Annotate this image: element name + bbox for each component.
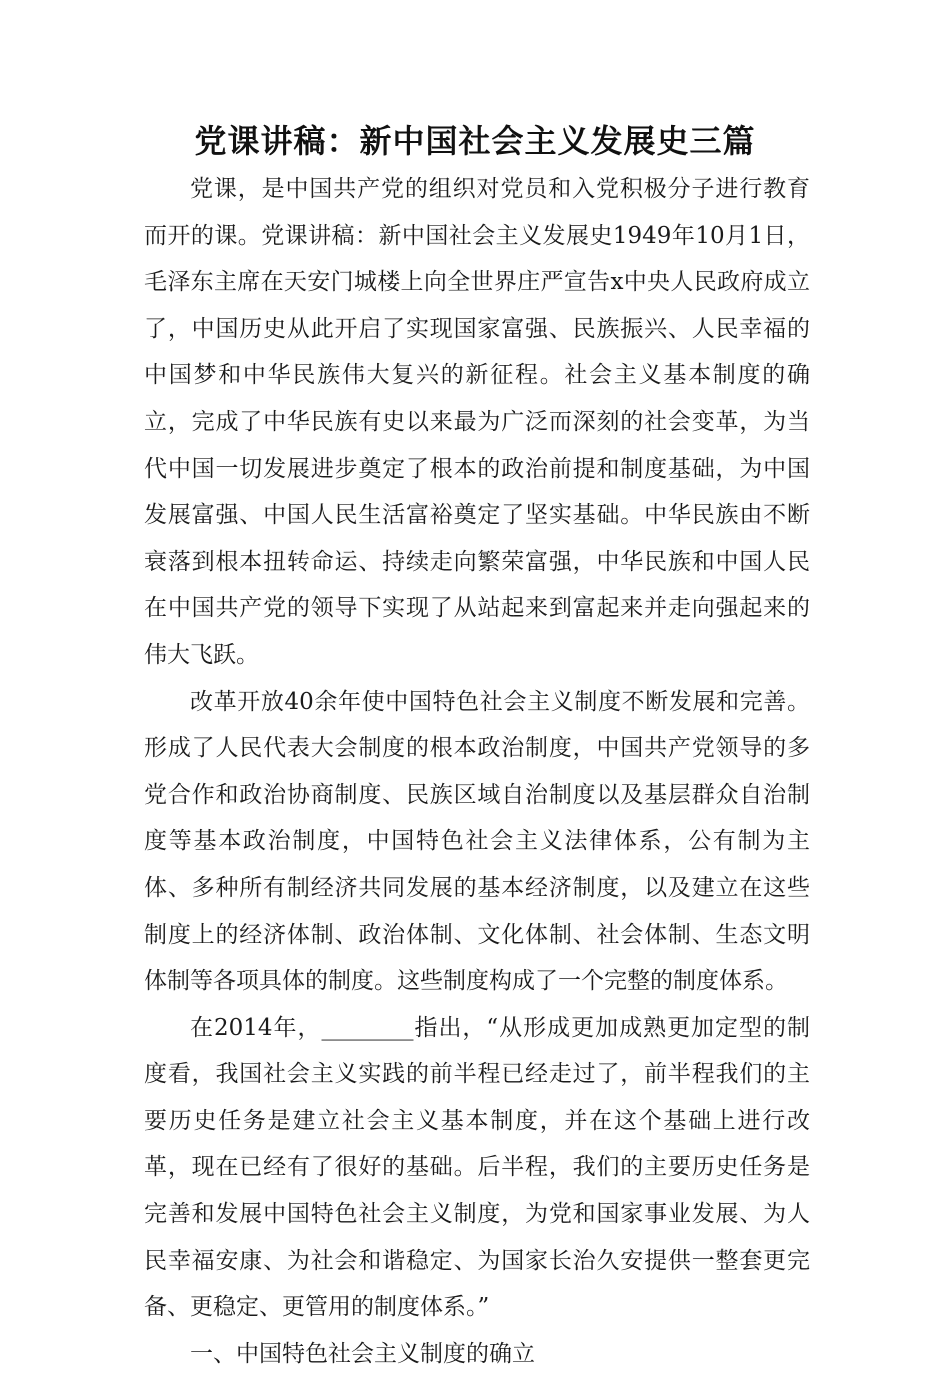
paragraph-reform: 改革开放40余年使中国特色社会主义制度不断发展和完善。形成了人民代表大会制度的根本政治制度，中国共产党领导的多党合作和政治协商制度、民族区域自治制度以及基层群众自治制度等基本政治制度，中国特色社会主义法律体系，公有制为主体、多种所有制经济共同发展的基本经济制度，以及建立在这些制度上的经济体制、政治体制、文化体制、社会体制、生态文明体制等各项具体的制度。这些制度构成了一个完整的制度体系。 [144,688,810,995]
paragraph-intro: 党课，是中国共产党的组织对党员和入党积极分子进行教育而开的课。党课讲稿：新中国社会主义发展史1949年10月1日，毛泽东主席在天安门城楼上向全世界庄严宣告x中央人民政府成立了，中国历史从此开启了实现国家富强、民族振兴、人民幸福的中国梦和中华民族伟大复兴的新征程。社会主义基本制度的确立，完成了中华民族有史以来最为广泛而深刻的社会变革，为当代中国一切发展进步奠定了根本的政治前提和制度基础，为中国发展富强、中国人民生活富裕奠定了坚实基础。中华民族由不断衰落到根本扭转命运、持续走向繁荣富强，中华民族和中国人民在中国共产党的领导下实现了从站起来到富起来并走向强起来的伟大飞跃。 [144,176,810,668]
paragraph-2014-quote: 在2014年，________指出，“从形成更加成熟更加定型的制度看，我国社会主义实践的前半程已经走过了，前半程我们的主要历史任务是建立社会主义基本制度，并在这个基础上进行改革，现在已经有了很好的基础。后半程，我们的主要历史任务是完善和发展中国特色社会主义制度，为党和国家事业发展、为人民幸福安康、为社会和谐稳定、为国家长治久安提供一整套更完备、更稳定、更管用的制度体系。” [144,1014,810,1321]
document-body [144,166,810,1377]
document-title: 党课讲稿：新中国社会主义发展史三篇 [194,122,756,160]
section-heading: 一、中国特色社会主义制度的确立 [190,1340,535,1367]
